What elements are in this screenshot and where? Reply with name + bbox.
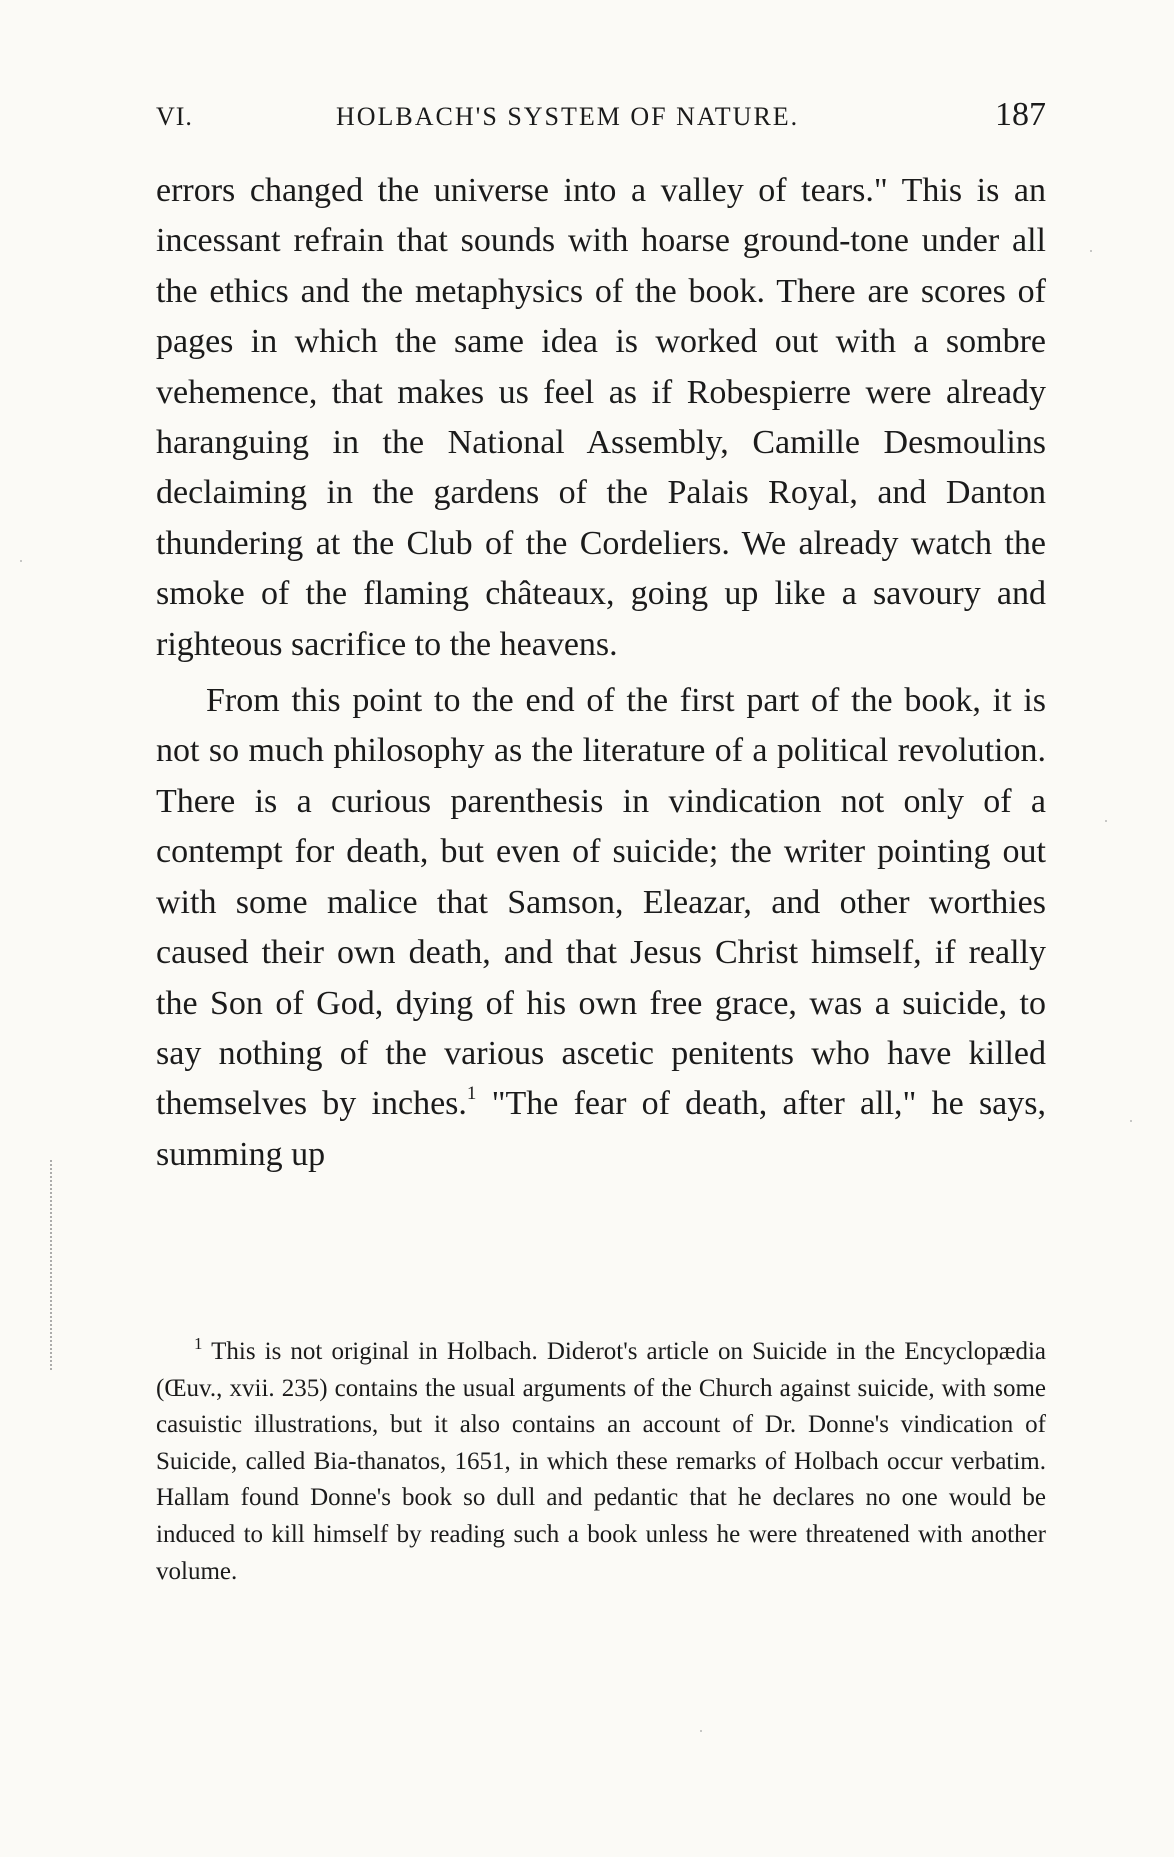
scan-speck xyxy=(700,1730,702,1732)
footnote-mark: 1 xyxy=(194,1334,203,1353)
footnote-text: This is not original in Holbach. Diderot's article on Suicide in the Encyclopædia (Œuv., xvii. 235) contains the usual arguments of the Church against suicide, with some casuistic illustrations, but it also contains an account of Dr. Donne's vindication of Suicide, called Bia-thanatos, 1651, in which these remarks of Holbach occur verbatim. Hallam found Donne's book so dull and pedantic that he declares no one would be induced to kill himself by reading such a book unless he were threatened with another volume. xyxy=(156,1338,1046,1585)
running-title: HOLBACH'S SYSTEM OF NATURE. xyxy=(336,102,800,131)
page-number: 187 xyxy=(995,96,1046,133)
chapter-number: VI. xyxy=(156,102,193,131)
paragraph-1-text: errors changed the universe into a valley of tears." This is an incessant refrain that sounds with hoarse ground-tone under all the ethics and the metaphysics of the book. There are scores of pages in which the same idea is worked out with a sombre vehemence, that makes us feel as if Robespierre were already haranguing in the National Assembly, Camille Desmoulins declaiming in the gardens of the Palais Royal, and Danton thundering at the Club of the Cordeliers. We already watch the smoke of the flaming châteaux, going up like a savoury and righteous sacrifice to the heavens. xyxy=(156,172,1046,663)
footnote-reference: 1 xyxy=(466,1083,477,1105)
scan-speck xyxy=(20,560,22,562)
scan-speck xyxy=(1130,1120,1132,1122)
footnote xyxy=(156,1334,1046,1590)
paragraph-2-text: From this point to the end of the first part of the book, it is not so much philosophy as the literature of a political revolution. There is a curious parenthesis in vindication not only of a contempt for death, but even of suicide; the writer pointing out with some malice that Samson, Eleazar, and other worthies caused their own death, and that Jesus Christ himself, if really the Son of God, dying of his own free grace, was a suicide, to say nothing of the various ascetic penitents who have killed themselves by inches. xyxy=(156,682,1046,1123)
main-text xyxy=(156,166,1046,1180)
scan-speck xyxy=(1105,820,1107,822)
running-head xyxy=(156,96,1046,140)
scan-speck xyxy=(1090,250,1092,252)
paragraph-1 xyxy=(156,166,1046,670)
paragraph-2-text-after: "The fear of death, after all," he says, summing up xyxy=(156,1085,1046,1173)
footnote-paragraph xyxy=(156,1334,1046,1590)
margin-scan-mark xyxy=(50,1160,58,1370)
paragraph-2 xyxy=(156,676,1046,1180)
